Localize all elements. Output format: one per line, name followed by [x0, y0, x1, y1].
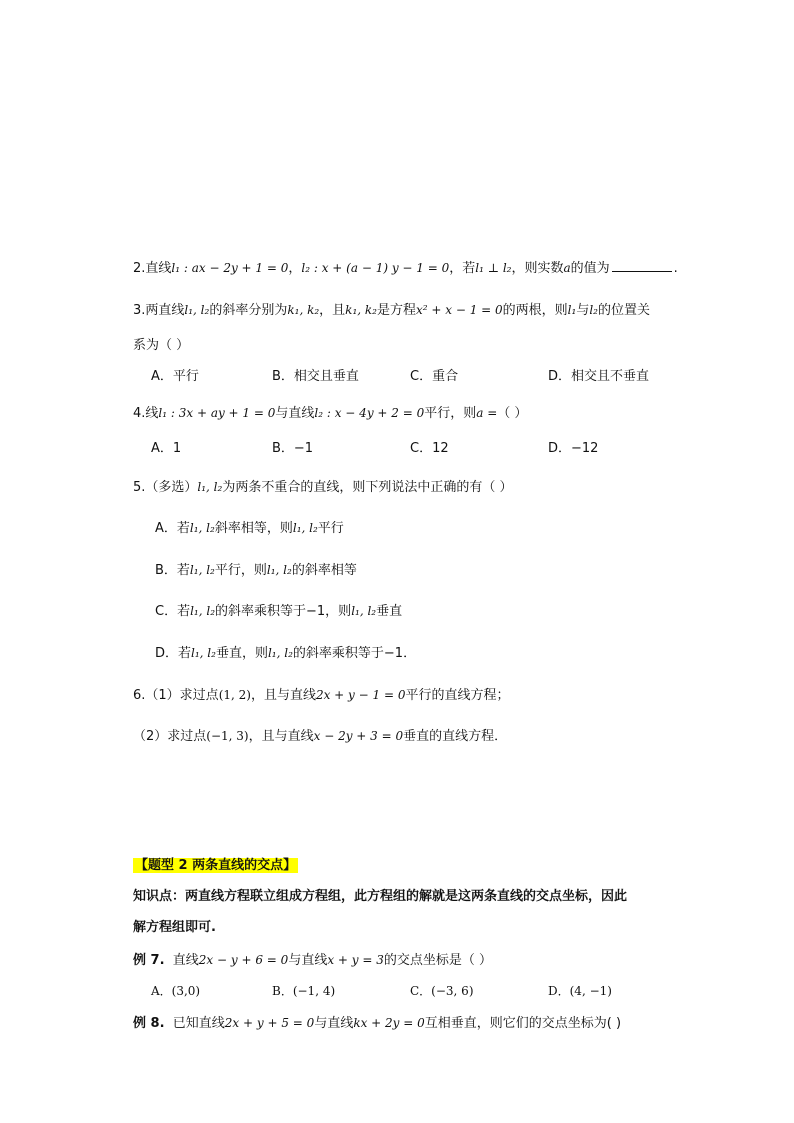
knowledge-line-2: 解方程组即可.	[133, 920, 216, 935]
q4-option-c: C．12	[410, 441, 449, 456]
q6-text: 6.（1）求过点	[133, 688, 219, 703]
q6-equation: 2x + y − 1 = 0	[315, 688, 406, 702]
opt-text: 的斜率乘积等于−1．	[292, 646, 417, 661]
q3-t6: 的位置关	[598, 303, 651, 318]
opt-text: C．若	[155, 604, 191, 619]
opt-text: 的斜率相等	[291, 563, 357, 578]
q5-t1: 为两条不重合的直线，则下列说法中正确的有（ ）	[222, 480, 513, 495]
opt-math: l₁, l₂	[191, 646, 216, 660]
q5-prefix: 5.（多选）	[133, 480, 198, 495]
ex7-equation: x + y = 3	[327, 953, 384, 967]
knowledge-line-1: 知识点：两直线方程联立组成方程组，此方程组的解就是这两条直线的交点坐标，因此	[133, 889, 628, 904]
q3-option-c: C．重合	[410, 369, 459, 384]
q5-option-d	[155, 644, 416, 663]
q6-text: 垂直的直线方程．	[403, 729, 508, 744]
q2-tail: 的值为	[570, 261, 610, 276]
opt-text: A．若	[155, 521, 190, 536]
question-6-part-1	[133, 686, 510, 705]
question-2	[133, 259, 678, 278]
q2-line2: l₂ : x + (a − 1) y − 1 = 0	[301, 261, 450, 275]
example-label: 例 8.	[133, 1016, 165, 1031]
q2-line1: l₁ : ax − 2y + 1 = 0	[171, 261, 289, 275]
q5-option-b	[155, 561, 357, 580]
answer-blank	[612, 259, 672, 272]
q5-option-a	[155, 519, 344, 538]
q6-point: (1, 2)	[218, 688, 251, 702]
q3-t3: 是方程	[376, 303, 416, 318]
q3-prefix: 3.两直线	[133, 303, 185, 318]
opt-math: l₁, l₂	[267, 646, 293, 660]
ex7-text: 直线	[172, 953, 199, 968]
q6-equation: x − 2y + 3 = 0	[313, 729, 404, 743]
q3-k2: k₁, k₂	[345, 303, 377, 317]
q2-suffix: ，则实数	[511, 261, 564, 276]
ex7-equation: 2x − y + 6 = 0	[198, 953, 289, 967]
q6-text: ，且与直线	[248, 729, 314, 744]
example-label: 例 7.	[133, 953, 165, 968]
q3-l2: l₂	[589, 303, 598, 317]
q6-text: 平行的直线方程；	[405, 688, 510, 703]
q3-l1: l₁	[567, 303, 577, 317]
q3-lines: l₁, l₂	[184, 303, 210, 317]
q6-text: （2）求过点	[133, 729, 207, 744]
q4-var: a =	[476, 406, 498, 420]
opt-text: D．若	[155, 646, 192, 661]
question-3	[133, 301, 650, 320]
question-4	[133, 404, 527, 423]
q3-t1: 的斜率分别为	[209, 303, 288, 318]
opt-math: l₁, l₂	[266, 563, 292, 577]
q3-line2: 系为（ ）	[133, 338, 190, 353]
opt-math: l₁, l₂	[292, 521, 318, 535]
ex8-text: 已知直线	[172, 1016, 225, 1031]
section-title-highlight: 【题型 2 两条直线的交点】	[135, 858, 297, 873]
q4-line2: l₂ : x − 4y + 2 = 0	[314, 406, 425, 420]
opt-math: l₁, l₂	[189, 521, 215, 535]
ex7-text: 与直线	[288, 953, 328, 968]
opt-text: 垂直，则	[215, 646, 268, 661]
ex7-option-b: B．(−1, 4)	[272, 984, 336, 998]
ex8-equation: 2x + y + 5 = 0	[224, 1016, 315, 1030]
section-title	[133, 857, 298, 875]
opt-math: l₁, l₂	[351, 604, 377, 618]
opt-math: l₁, l₂	[190, 604, 216, 618]
q3-option-d: D．相交且不垂直	[548, 369, 650, 384]
ex7-option-d: D．(4, −1)	[548, 984, 612, 998]
q5-lines: l₁, l₂	[197, 480, 223, 494]
question-5	[133, 478, 512, 497]
opt-text: 的斜率乘积等于−1，则	[215, 604, 352, 619]
opt-text: 斜率相等，则	[214, 521, 293, 536]
q5-option-c	[155, 602, 402, 621]
q4-line1: l₁ : 3x + ay + 1 = 0	[158, 406, 276, 420]
q2-sep: ，	[288, 261, 302, 276]
q3-t2: ，且	[319, 303, 346, 318]
q3-t5: 与	[576, 303, 590, 318]
opt-math: l₁, l₂	[189, 563, 215, 577]
q3-k: k₁, k₂	[287, 303, 320, 317]
q2-cond: l₁ ⊥ l₂	[475, 261, 512, 275]
question-6-part-2	[133, 727, 507, 746]
ex7-text: 的交点坐标是（ ）	[383, 953, 493, 968]
q3-option-b: B．相交且垂直	[272, 369, 359, 384]
ex7-option-c: C．(−3, 6)	[410, 984, 474, 998]
opt-text: 平行，则	[214, 563, 267, 578]
q2-end: .	[673, 261, 678, 276]
q4-option-d: D．−12	[548, 441, 599, 456]
ex7-option-a: A．(3,0)	[151, 984, 201, 998]
q3-option-a: A．平行	[151, 369, 199, 384]
q2-var: a	[563, 261, 571, 275]
example-7	[133, 951, 492, 970]
q4-t1: 与直线	[275, 406, 315, 421]
q6-point: (−1, 3)	[206, 729, 249, 743]
q4-t3: （ ）	[497, 406, 528, 421]
q2-prefix: 2.直线	[133, 261, 172, 276]
q4-option-b: B．−1	[272, 441, 314, 456]
q3-eq: x² + x − 1 = 0	[415, 303, 503, 317]
ex8-equation: kx + 2y = 0	[353, 1016, 425, 1030]
q4-prefix: 4.线	[133, 406, 159, 421]
q6-text: ，且与直线	[250, 688, 316, 703]
example-8	[133, 1014, 621, 1033]
q4-option-a: A．1	[151, 441, 182, 456]
opt-text: 垂直	[376, 604, 403, 619]
q3-t4: 的两根，则	[502, 303, 568, 318]
ex8-text: 与直线	[314, 1016, 354, 1031]
opt-text: 平行	[317, 521, 344, 536]
q4-t2: 平行，则	[424, 406, 477, 421]
q2-mid: ，若	[449, 261, 476, 276]
opt-text: B．若	[155, 563, 190, 578]
ex8-text: 互相垂直，则它们的交点坐标为( )	[424, 1016, 622, 1031]
